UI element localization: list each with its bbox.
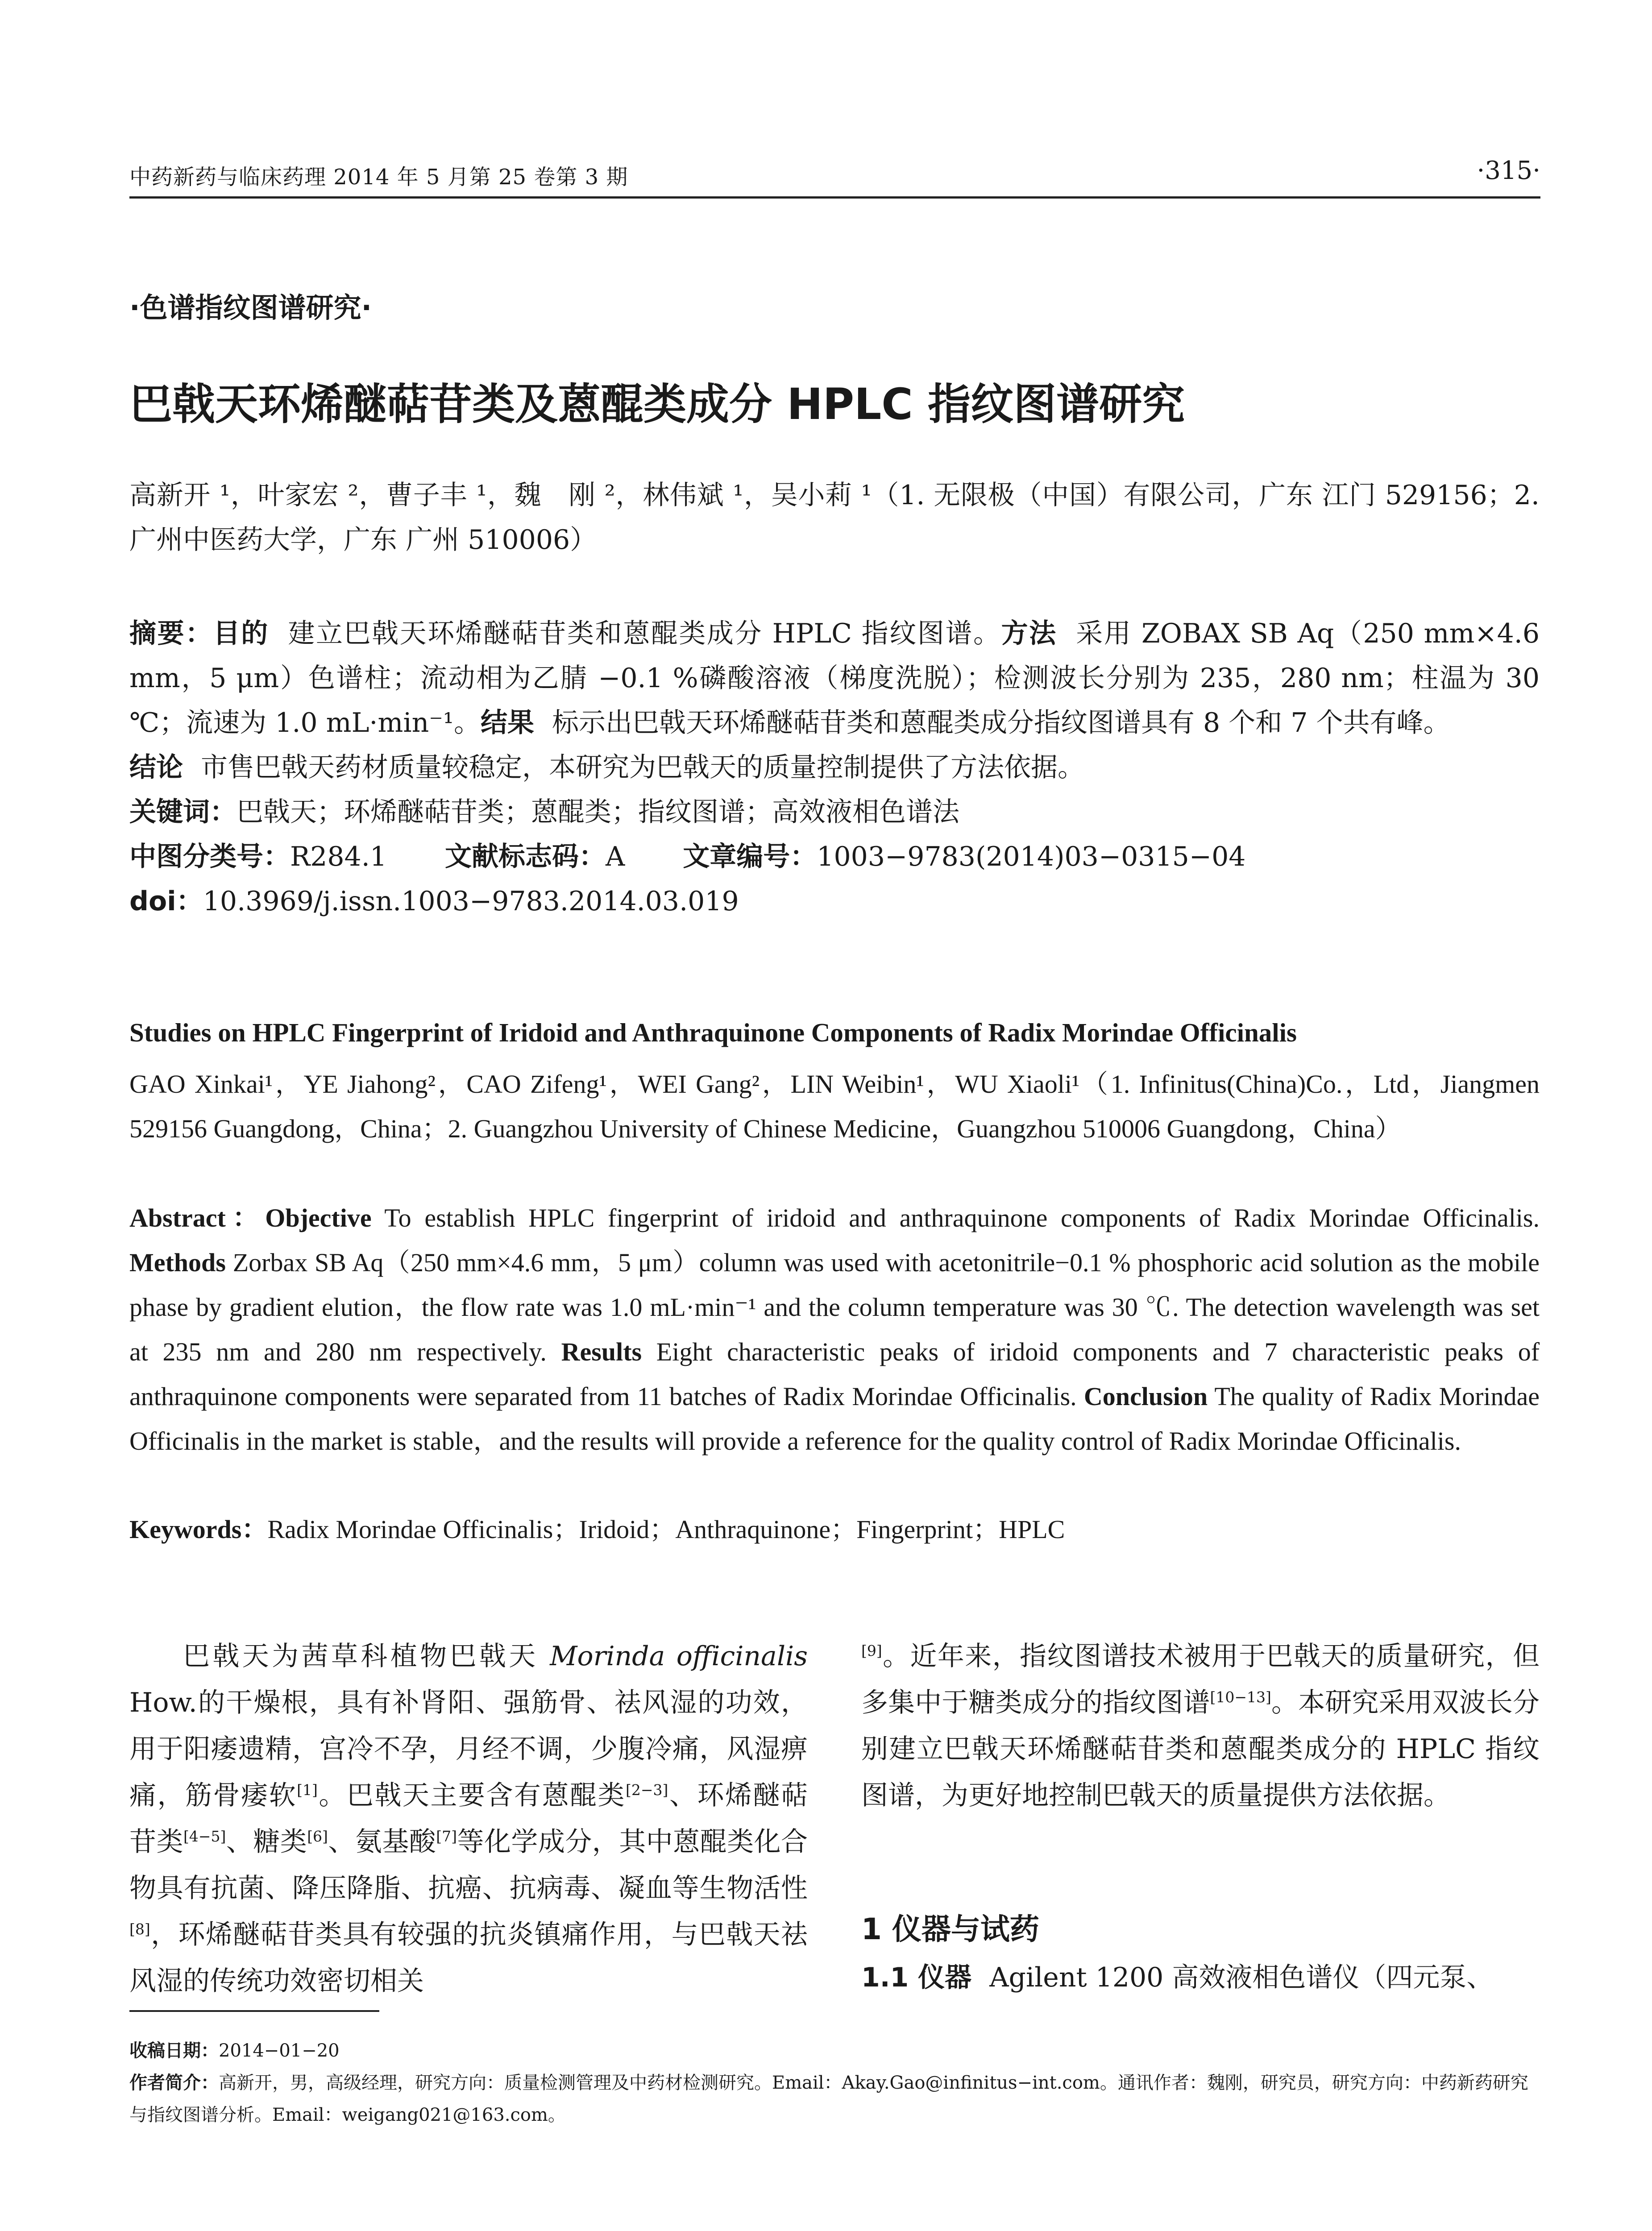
citation: [8] [129, 1920, 150, 1938]
keywords-cn [129, 790, 959, 834]
results-label-cn: 结果 [480, 707, 534, 738]
keywords-en-value: Radix Morindae Officinalis；Iridoid；Anthraquinone；Fingerprint；HPLC [267, 1515, 1065, 1544]
article-no-value: 1003−9783(2014)03−0315−04 [817, 841, 1246, 872]
article-title: 巴戟天环烯醚萜苷类及蒽醌类成分 HPLC 指纹图谱研究 [129, 379, 1185, 429]
subsection-text: Agilent 1200 高效液相色谱仪（四元泵、 [989, 1962, 1494, 1993]
footnote-rule [129, 2010, 379, 2012]
abstract-cn-label: 摘要： [129, 618, 213, 649]
abstract-en [129, 1196, 1540, 1464]
section-tag: ·色谱指纹图谱研究· [129, 291, 372, 324]
methods-label-en: Methods [129, 1248, 226, 1277]
title-en: Studies on HPLC Fingerprint of Iridoid and Anthraquinone Components of Radix Morindae Officinalis [129, 1018, 1297, 1047]
methods-en: Zorbax SB Aq（250 mm×4.6 mm，5 μm）column was used with acetonitrile−0.1 % phosphoric acid solution as the mobile phase by gradient elution，the flow rate was 1.0 mL·min⁻¹ and the column temperature was 30 ℃. The detection wavelength was set at 235 nm and 280 nm respectively. [129, 1248, 1540, 1366]
body-column-right [861, 1633, 1540, 1819]
keywords-cn-label: 关键词： [129, 796, 237, 828]
objective-cn: 建立巴戟天环烯醚萜苷类和蒽醌类成分 HPLC 指纹图谱。 [286, 618, 1001, 649]
doc-code-label: 文献标志码： [444, 841, 606, 872]
authors-en: GAO Xinkai¹，YE Jiahong²，CAO Zifeng¹，WEI Gang²，LIN Weibin¹，WU Xiaoli¹（1. Infinitus(China)Co.，Ltd，Jiangmen 529156 Guangdong，China；2. Guangzhou University of Chinese Medicine，Guangzhou 510006 Guangdong，China） [129, 1070, 1540, 1143]
citation: [2−3] [626, 1781, 668, 1799]
species-name: Morinda officinalis [550, 1641, 808, 1672]
abstract-cn [129, 611, 1540, 790]
subsection-label: 1.1 仪器 [861, 1962, 972, 1993]
intro-paragraph-part2: [9]。近年来，指纹图谱技术被用于巴戟天的质量研究，但多集中于糖类成分的指纹图谱[10−13]。本研究采用双波长分别建立巴戟天环烯醚萜苷类和蒽醌类成分的 HPLC 指纹图谱，为更好地控制巴戟天的质量提供方法依据。 [861, 1641, 1540, 1811]
clc-value: R284.1 [290, 841, 387, 872]
body-column-left [129, 1633, 808, 2004]
abstract-en-label: Abstract： [129, 1203, 266, 1232]
citation: [1] [297, 1781, 318, 1799]
objective-en: To establish HPLC fingerprint of iridoid and anthraquinone components of Radix Morindae Officinalis. [384, 1203, 1540, 1232]
citation: [10−13] [1210, 1688, 1271, 1706]
doi-line [129, 879, 739, 924]
methods-label-cn: 方法 [1001, 618, 1057, 649]
doi-value: 10.3969/j.issn.1003−9783.2014.03.019 [203, 886, 739, 917]
classification-line [129, 834, 1245, 879]
objective-label-en: Objective [265, 1203, 372, 1232]
keywords-en [129, 1508, 1065, 1546]
article-no-label: 文章编号： [683, 841, 817, 872]
conclusion-label-en: Conclusion [1083, 1382, 1208, 1411]
keywords-cn-value: 巴戟天；环烯醚萜苷类；蒽醌类；指纹图谱；高效液相色谱法 [237, 796, 959, 828]
conclusion-cn: 市售巴戟天药材质量较稳定，本研究为巴戟天的质量控制提供了方法依据。 [201, 752, 1084, 783]
footnote-received: 收稿日期：2014−01−20 [129, 2040, 340, 2061]
doi-label: doi： [129, 886, 203, 917]
page-number: ·315· [1477, 156, 1540, 185]
results-cn: 标示出巴戟天环烯醚萜苷类和蒽醌类成分指纹图谱具有 8 个和 7 个共有峰。 [552, 707, 1450, 738]
authors-cn: 高新开 ¹，叶家宏 ²，曹子丰 ¹，魏 刚 ²，林伟斌 ¹，吴小莉 ¹（1. 无限极（中国）有限公司，广东 江门 529156；2. 广州中医药大学，广东 广州 510006） [129, 480, 1540, 556]
keywords-en-label: Keywords： [129, 1515, 268, 1544]
methods-cn: 采用 ZOBAX SB Aq（250 mm×4.6 mm，5 μm）色谱柱；流动相为乙腈 −0.1 %磷酸溶液（梯度洗脱）；检测波长分别为 235，280 nm；柱温为 30 ℃；流速为 1.0 mL·min⁻¹。 [129, 618, 1540, 738]
conclusion-en: The quality of Radix Morindae Officinalis in the market is stable，and the results will provide a reference for the quality control of Radix Morindae Officinalis. [129, 1382, 1540, 1456]
citation: [4−5] [183, 1828, 226, 1845]
doc-code-value: A [605, 841, 625, 872]
citation: [7] [436, 1828, 457, 1845]
citation: [9] [861, 1642, 882, 1659]
results-label-en: Results [561, 1337, 642, 1366]
section-heading: 1 仪器与试药 [861, 1912, 1039, 1946]
results-en: Eight characteristic peaks of iridoid components and 7 characteristic peaks of anthraquinone components were separated from 11 batches of Radix Morindae Officinalis. [129, 1337, 1540, 1411]
subsection-1-1 [861, 1954, 1540, 2001]
objective-label-cn: 目的 [213, 618, 269, 649]
journal-header: 中药新药与临床药理 2014 年 5 月第 25 卷第 3 期 [129, 165, 628, 190]
citation: [6] [307, 1828, 328, 1845]
intro-paragraph-part1: 巴戟天为茜草科植物巴戟天 Morinda officinalis How.的干燥根，具有补肾阳、强筋骨、祛风湿的功效，用于阳痿遗精，宫冷不孕，月经不调，少腹冷痛，风湿痹痛，筋骨痿软[1]。巴戟天主要含有蒽醌类[2−3]、环烯醚萜苷类[4−5]、糖类[6]、氨基酸[7]等化学成分，其中蒽醌类化合物具有抗菌、降压降脂、抗癌、抗病毒、凝血等生物活性[8]，环烯醚萜苷类具有较强的抗炎镇痛作用，与巴戟天祛风湿的传统功效密切相关 [129, 1641, 808, 1997]
clc-label: 中图分类号： [129, 841, 290, 872]
conclusion-label-cn: 结论 [129, 752, 183, 783]
footnote-author: 作者简介：高新开，男，高级经理，研究方向：质量检测管理及中药材检测研究。Email：Akay.Gao@infinitus−int.com。通讯作者：魏刚，研究员，研究方向：中药新药研究与指纹图谱分析。Email：weigang021@163.com。 [129, 2073, 1528, 2125]
header-rule [129, 196, 1540, 199]
